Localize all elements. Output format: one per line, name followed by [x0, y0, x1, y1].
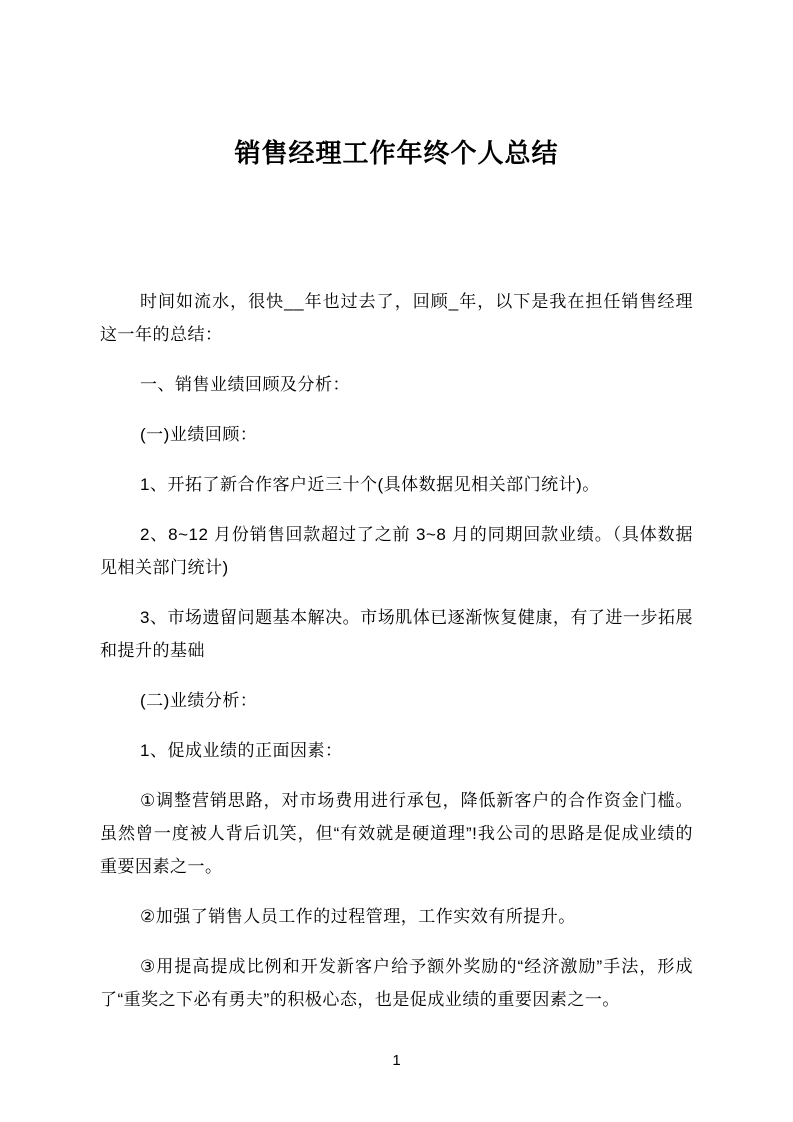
paragraph-factor-1: ①调整营销思路，对市场费用进行承包，降低新客户的合作资金门槛。虽然曾一度被人背后讥笑，但“有效就是硬道理”!我公司的思路是促成业绩的重要因素之一。 [100, 791, 693, 876]
document-title: 销售经理工作年终个人总结 [234, 138, 559, 168]
paragraph-factor-3: ③用提高提成比例和开发新客户给予额外奖励的“经济激励”手法，形成了“重奖之下必有勇夫”的积极心态，也是促成业绩的重要因素之一。 [100, 957, 693, 1009]
paragraph-intro: 时间如流水，很快__年也过去了，回顾_年，以下是我在担任销售经理这一年的总结： [100, 292, 693, 344]
paragraph-subsection-2-heading: (二)业绩分析： [140, 691, 258, 710]
paragraph-section-1-heading: 一、销售业绩回顾及分析： [140, 375, 350, 394]
paragraph-factors-heading: 1、促成业绩的正面因素： [140, 741, 343, 760]
document-content [100, 136, 693, 1033]
paragraph-subsection-1-heading: (一)业绩回顾： [140, 425, 258, 444]
page-number: 1 [392, 1052, 401, 1069]
paragraph-factor-2: ②加强了销售人员工作的过程管理，工作实效有所提升。 [140, 907, 576, 926]
paragraph-item-1: 1、开拓了新合作客户近三十个(具体数据见相关部门统计)。 [140, 475, 600, 494]
paragraph-item-2: 2、8~12 月份销售回款超过了之前 3~8 月的同期回款业绩。（具体数据见相关部门统计) [100, 525, 693, 577]
paragraph-item-3: 3、市场遗留问题基本解决。市场肌体已逐渐恢复健康，有了进一步拓展和提升的基础 [100, 608, 693, 660]
